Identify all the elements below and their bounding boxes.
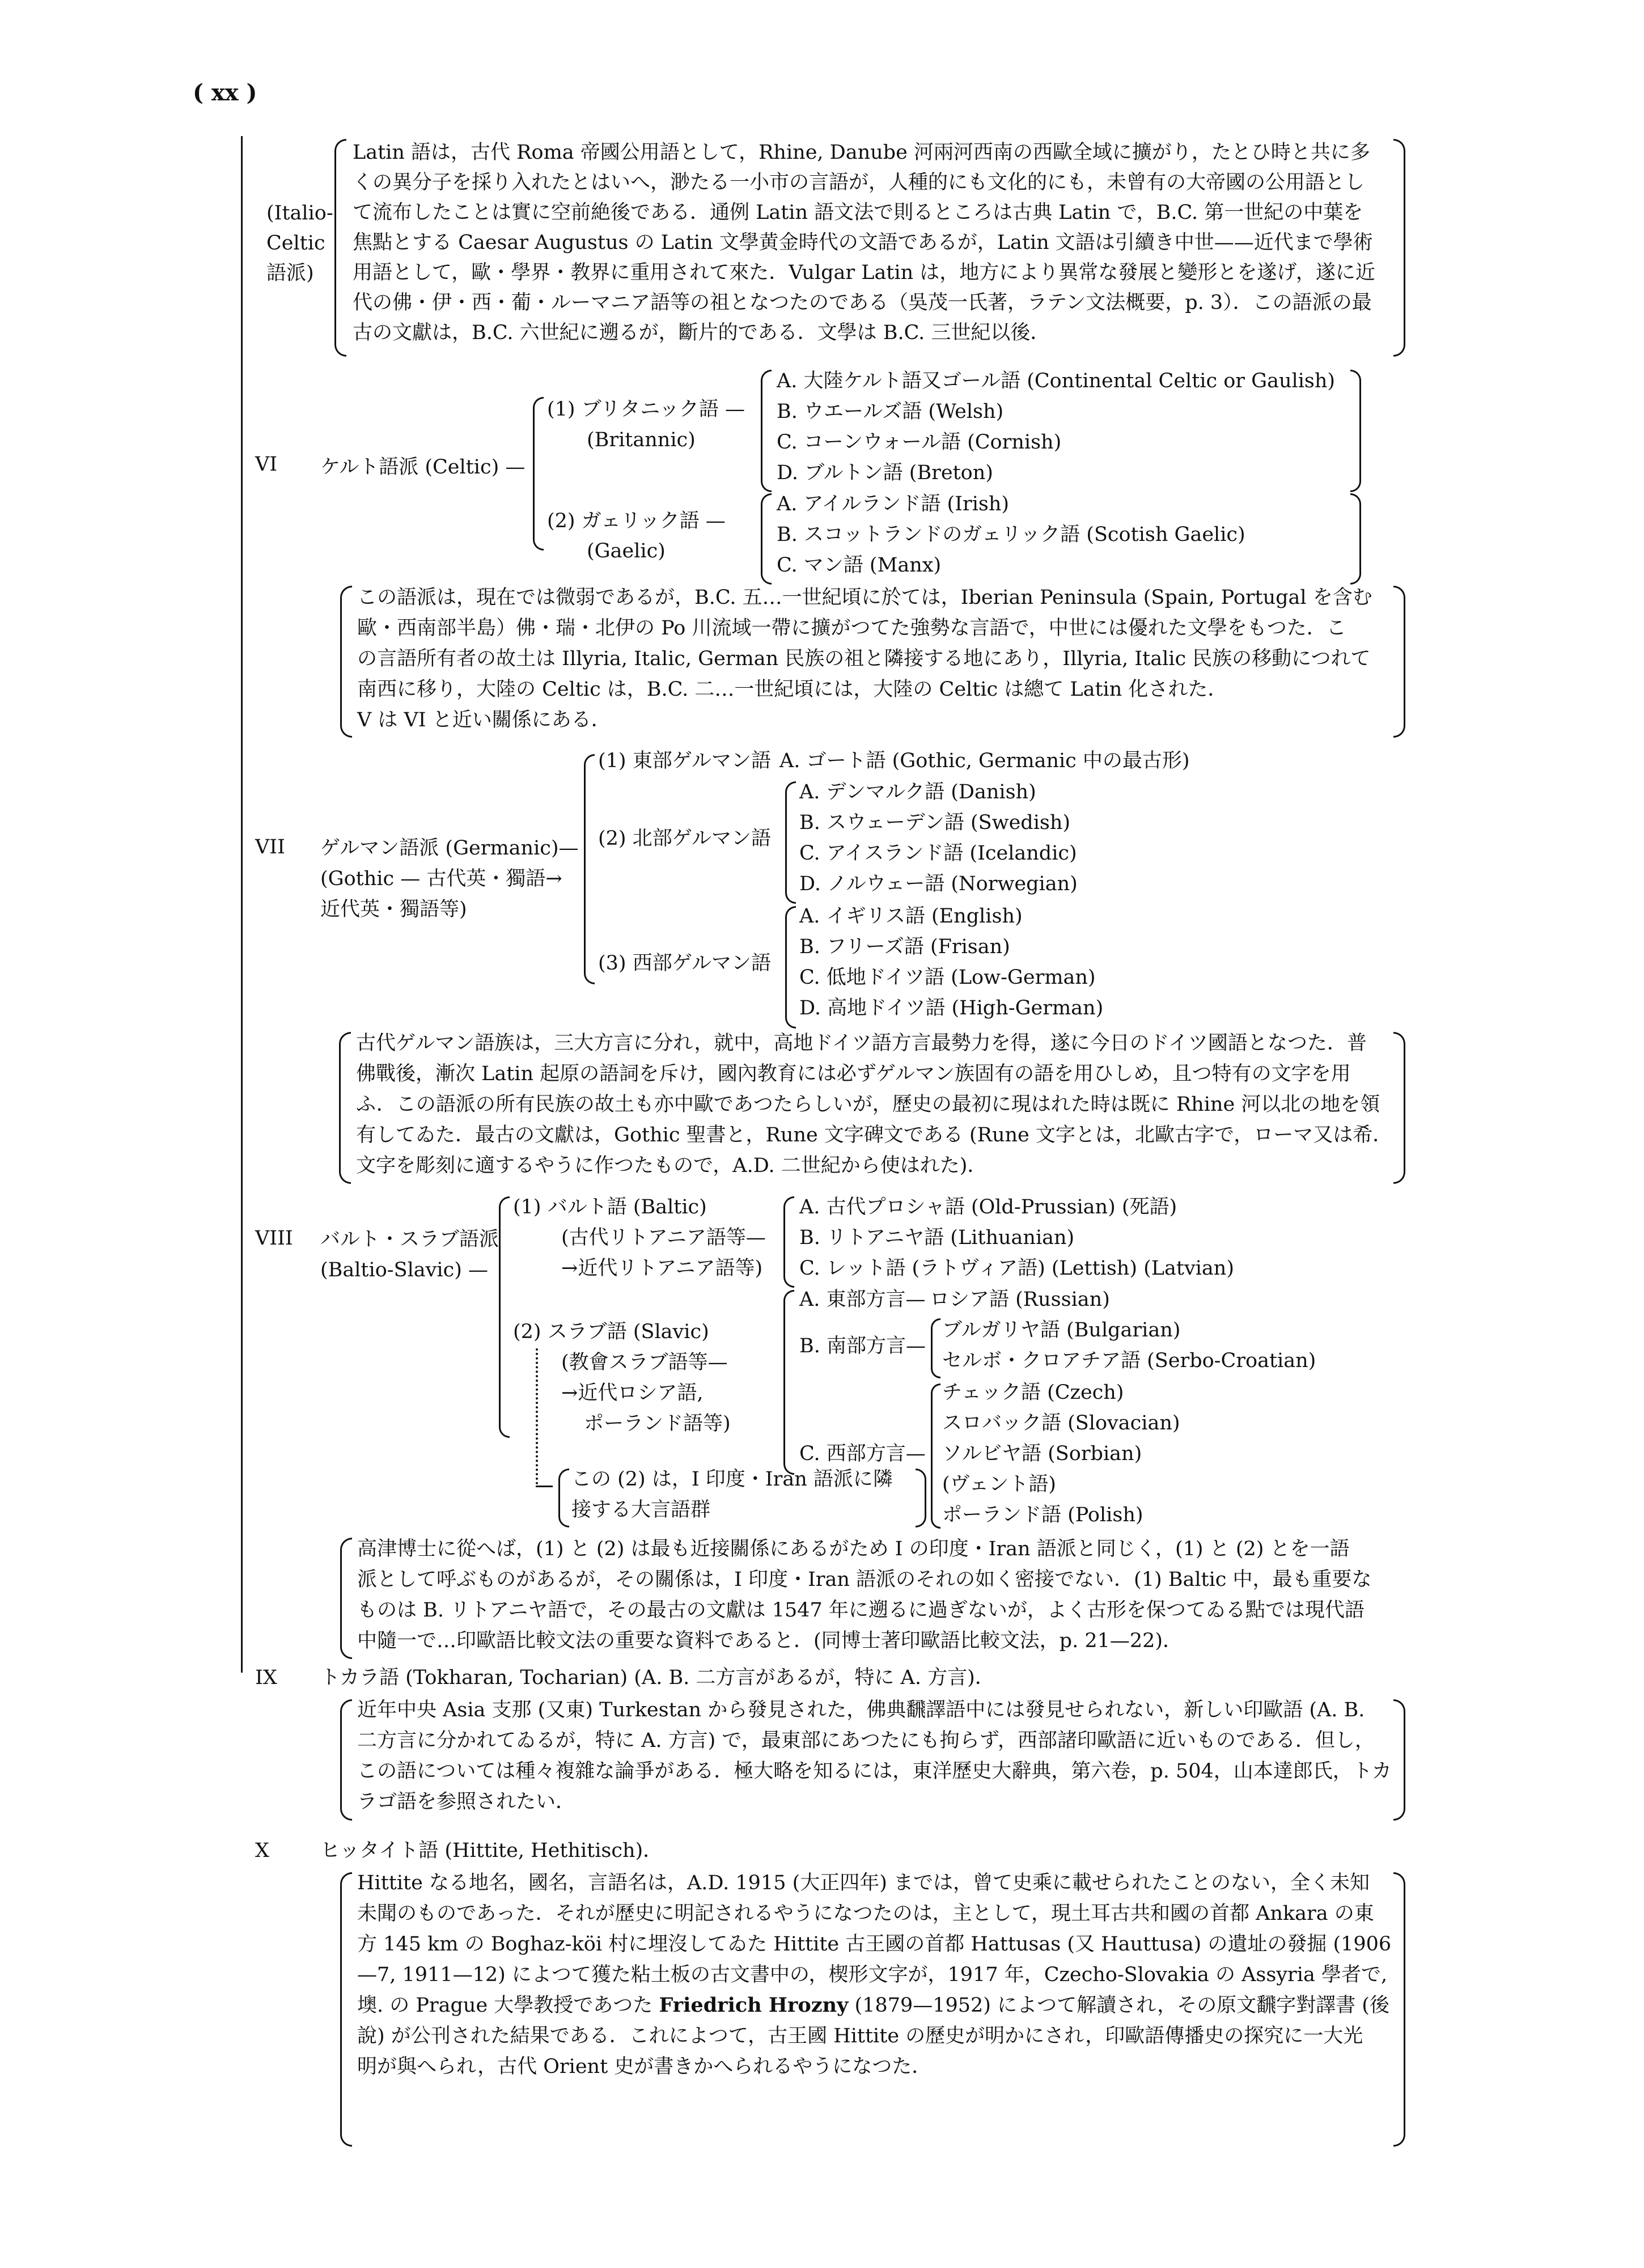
- germanic-g2-item-a: A. デンマルク語 (Danish): [799, 781, 1036, 803]
- italic-label-line2: Celtic: [266, 232, 325, 255]
- slavic-name-line4: ポーランド語等): [584, 1412, 731, 1435]
- slavic-east-item: ロシア語 (Russian): [930, 1288, 1110, 1311]
- hittite-note-line1: Hittite なる地名，國名，言語名は，A.D. 1915 (大正四年) までは，曾て史乘に載せられたことのない，全く未知: [357, 1872, 1370, 1894]
- hittite-note-line7: 明が與へられ，古代 Orient 史が書きかへられるやうになつた．: [357, 2055, 932, 2078]
- slavic-aside-connector: [536, 1486, 553, 1487]
- italic-text-line3: て流布したことは實に空前絶後である．通例 Latin 語文法で則るところは古典 Latin で，B.C. 第一世紀の中葉を: [353, 201, 1363, 224]
- slavic-aside-line2: 接する大言語群: [571, 1499, 711, 1521]
- tocharian-note-brace-right: [1393, 1699, 1405, 1821]
- celtic-g1-name: (1) ブリタニック語 —: [547, 398, 745, 421]
- tocharian-note-line2: 二方言に分かれてゐるが，特に A. 方言) で，最東部にあつたにも拘らず，西部諸印歐語に近いものである．但し，: [357, 1729, 1375, 1752]
- celtic-g2-brace: [761, 493, 772, 585]
- baltic-item-b: B. リトアニヤ語 (Lithuanian): [799, 1226, 1075, 1249]
- celtic-g2-name: (2) ガェリック語 —: [547, 510, 726, 532]
- slavic-aside-line1: この (2) は，I 印度・Iran 語派に隣: [571, 1468, 893, 1491]
- germanic-note-line3: ふ．この語派の所有民族の故土も亦中歐であつたらしいが，歷史の最初に現はれた時は既に Rhine 河以北の地を領: [356, 1093, 1380, 1116]
- germanic-g2-item-b: B. スウェーデン語 (Swedish): [799, 811, 1071, 834]
- celtic-main-brace: [533, 397, 544, 551]
- celtic-note-brace: [340, 586, 352, 738]
- balto-note-line1: 高津博士に從へば，(1) と (2) は最も近接關係にあるがため I の印度・Iran 語派と同じく，(1) と (2) とを一語: [357, 1538, 1350, 1560]
- italic-text-line2: くの異分子を採り入れたとはいへ，渺たる一小市の言語が，人種的にも文化的にも，未曾有の大帝國の公用語とし: [353, 171, 1365, 194]
- celtic-g2-item-b: B. スコットランドのガェリック語 (Scotish Gaelic): [777, 523, 1245, 546]
- hittite-note-line6: 說) が公刊された結果である．これによつて，古王國 Hittite の歷史が明かにされ，印歐語傳播史の探究に一大光: [357, 2025, 1363, 2047]
- germanic-g3-item-a: A. イギリス語 (English): [799, 905, 1023, 928]
- balto-note-line4: 中隨一で…印歐語比較文法の重要な資料であると．(同博士著印歐語比較文法，p. 21—22)．: [357, 1630, 1183, 1652]
- balto-name-line2: (Baltio-Slavic) —: [320, 1259, 488, 1281]
- germanic-note-line4: 有してゐた．最古の文獻は，Gothic 聖書と，Rune 文字碑文である (Rune 文字とは，北歐古字で，ローマ又は希．: [356, 1124, 1393, 1146]
- italic-brace-left: [334, 139, 346, 357]
- slavic-south-brace: [931, 1318, 940, 1378]
- germanic-note-line1: 古代ゲルマン語族は，三大方言に分れ，就中，高地ドイツ語方言最勢力を得，遂に今日のドイツ國語となつた．普: [356, 1032, 1367, 1055]
- germanic-name-line2: (Gothic — 古代英・獨語→: [320, 868, 562, 890]
- hittite-note-hrozny: Friedrich Hrozny: [659, 1994, 849, 2017]
- hittite-numeral: X: [255, 1839, 269, 1862]
- germanic-g3-item-c: C. 低地ドイツ語 (Low-German): [799, 966, 1096, 989]
- celtic-note-line1: この語派は，現在では微弱であるが，B.C. 五…一世紀頃に於ては，Iberian Peninsula (Spain, Portugal を含む: [357, 586, 1372, 609]
- balto-main-brace: [499, 1196, 510, 1438]
- baltic-brace: [783, 1196, 794, 1288]
- celtic-note-line3: の言語所有者の故土は Illyria, Italic, German 民族の祖と隣接する地にあり，Illyria, Italic 民族の移動につれて: [357, 648, 1371, 670]
- slavic-west-item-4: (ヴェント語): [942, 1473, 1056, 1496]
- celtic-numeral: VI: [255, 453, 278, 476]
- balto-name-line1: バルト・スラブ語派: [320, 1228, 499, 1251]
- germanic-g3-name: (3) 西部ゲルマン語: [598, 952, 772, 975]
- tocharian-title: トカラ語 (Tokharan, Tocharian) (A. B. 二方言があるが，特に A. 方言)．: [320, 1666, 995, 1689]
- balto-note-line3: ものは B. リトアニヤ語で，その最古の文獻は 1547 年に遡るに過ぎないが，よく古形を保つてゐる點では現代語: [357, 1599, 1365, 1622]
- slavic-south-label: B. 南部方言—: [799, 1335, 926, 1357]
- italic-text-line6: 代の佛・伊・西・葡・ルーマニア語等の祖となつたのである（吳茂一氏著，ラテン文法概要，p. 3）．この語派の最: [353, 291, 1372, 314]
- germanic-g2-brace: [785, 781, 796, 904]
- slavic-west-item-3: ソルビヤ語 (Sorbian): [942, 1442, 1142, 1465]
- germanic-note-line2: 佛戰後，漸次 Latin 起原の語詞を斥け，國內教育には必ずゲルマン族固有の語を用ひしめ，且つ特有の文字を用: [356, 1063, 1351, 1085]
- page-number: ( xx ): [193, 79, 257, 106]
- germanic-note-brace: [339, 1032, 351, 1184]
- celtic-g1-item-a: A. 大陸ケルト語又ゴール語 (Continental Celtic or Gaulish): [777, 370, 1336, 392]
- balto-note-brace: [340, 1538, 352, 1659]
- germanic-g2-item-d: D. ノルウェー語 (Norwegian): [799, 873, 1078, 895]
- hittite-note-line5: [357, 1992, 1389, 2019]
- germanic-g3-item-b: B. フリーズ語 (Frisan): [799, 936, 1010, 958]
- slavic-west-item-1: チェック語 (Czech): [942, 1381, 1124, 1404]
- celtic-g1-item-c: C. コーンウォール語 (Cornish): [777, 431, 1062, 454]
- celtic-g1-item-d: D. ブルトン語 (Breton): [777, 462, 993, 484]
- hittite-note-brace-right: [1393, 1872, 1405, 2147]
- hittite-note-brace: [340, 1872, 352, 2147]
- celtic-note-line4: 南西に移り，大陸の Celtic は，B.C. 二…一世紀頃には，大陸の Celtic は總て Latin 化された．: [357, 678, 1228, 701]
- hittite-note-line3: 方 145 km の Boghaz-köi 村に埋沒してゐた Hittite 古王國の首都 Hattusas (又 Hauttusa) の遺址の發掘 (1906: [357, 1933, 1392, 1956]
- hittite-note-line4: —7, 1911—12) によつて獲た粘土板の古文書中の，楔形文字が，1917 年，Czecho-Slovakia の Assyria 學者で,: [357, 1964, 1388, 1986]
- hittite-note-line5-end: (1879—1952) によつて解讀され，その原文飜字對譯書 (後: [854, 1994, 1389, 2017]
- slavic-aside-brace-right: [916, 1469, 926, 1527]
- tocharian-note-line3: この語については種々複雜な論爭がある．極大略を知るには，東洋歷史大辭典，第六卷，p. 504，山本達郎氏，トカ: [357, 1760, 1392, 1783]
- slavic-west-item-2: スロバック語 (Slovacian): [942, 1412, 1180, 1435]
- celtic-note-line5: V は VI と近い關係にある．: [357, 709, 611, 731]
- celtic-name: ケルト語派 (Celtic) —: [320, 456, 526, 479]
- italic-text-line5: 用語として，歐・學界・教界に重用されて來た．Vulgar Latin は，地方により異常な發展と變形とを遂げ，遂に近: [353, 261, 1375, 284]
- germanic-g3-item-d: D. 高地ドイツ語 (High-German): [799, 997, 1104, 1019]
- celtic-note-line2: 歐・西南部半島）佛・瑞・北伊の Po 川流域一帶に擴がつてた強勢な言語で，中世には優れた文學をもつた．こ: [357, 617, 1346, 640]
- celtic-g2-item-c: C. マン語 (Manx): [777, 554, 942, 577]
- celtic-g1-brace-right: [1350, 370, 1361, 492]
- slavic-aside-brace: [558, 1469, 569, 1527]
- slavic-west-brace: [931, 1383, 940, 1529]
- germanic-numeral: VII: [255, 836, 285, 858]
- slavic-brace: [783, 1290, 794, 1475]
- baltic-item-c: C. レット語 (ラトヴィア語) (Lettish) (Latvian): [799, 1257, 1234, 1280]
- balto-numeral: VIII: [255, 1227, 293, 1250]
- celtic-g2-brace-right: [1350, 493, 1361, 585]
- celtic-g1-sub: (Britannic): [587, 429, 696, 451]
- celtic-g2-item-a: A. アイルランド語 (Irish): [777, 493, 1010, 515]
- slavic-south-item-1: ブルガリヤ語 (Bulgarian): [942, 1319, 1181, 1342]
- tocharian-numeral: IX: [255, 1666, 277, 1689]
- germanic-g3-brace: [785, 906, 796, 1029]
- italic-text-line4: 焦點とする Caesar Augustus の Latin 文學黄金時代の文語であるが，Latin 文語は引續き中世——近代まで學術: [353, 231, 1373, 254]
- germanic-g2-item-c: C. アイスランド語 (Icelandic): [799, 842, 1077, 865]
- baltic-name-line2: (古代リトアニア語等—: [561, 1226, 766, 1249]
- baltic-name-line1: (1) バルト語 (Baltic): [513, 1196, 707, 1218]
- italic-label-line1: (Italio-: [266, 202, 333, 225]
- italic-text-line7: 古の文獻は，B.C. 六世紀に遡るが，斷片的である．文學は B.C. 三世紀以後．: [353, 321, 1050, 344]
- italic-brace-right: [1393, 139, 1405, 357]
- slavic-south-item-2: セルボ・クロアチア語 (Serbo-Croatian): [942, 1349, 1316, 1372]
- hittite-title: ヒッタイト語 (Hittite, Hethitisch)．: [320, 1839, 663, 1862]
- tocharian-note-line1: 近年中央 Asia 支那 (又東) Turkestan から發見された，佛典飜譯語中には發見せられない，新しい印歐語 (A. B.: [357, 1699, 1365, 1721]
- baltic-name-line3: →近代リトアニア語等): [561, 1257, 763, 1280]
- germanic-g2-name: (2) 北部ゲルマン語: [598, 827, 772, 850]
- italic-label-line3: 語派): [266, 262, 314, 285]
- germanic-note-brace-right: [1393, 1032, 1405, 1184]
- slavic-name-line2: (教會スラブ語等—: [561, 1351, 728, 1374]
- hittite-note-line5-start: 墺. の Prague 大學教授であつた: [357, 1994, 653, 2017]
- slavic-west-item-5: ポーランド語 (Polish): [942, 1504, 1143, 1526]
- germanic-main-brace: [584, 754, 595, 984]
- germanic-note-line5: 文字を彫刻に適するやうに作つたもので，A.D. 二世紀から使はれた)．: [356, 1154, 988, 1177]
- celtic-g1-item-b: B. ウエールズ語 (Welsh): [777, 400, 1004, 423]
- germanic-g1-name: (1) 東部ゲルマン語: [598, 750, 772, 772]
- celtic-g1-brace: [761, 370, 772, 492]
- slavic-name-line3: →近代ロシア語,: [561, 1382, 704, 1404]
- tocharian-note-line4: ラゴ語を参照されたい．: [357, 1791, 576, 1813]
- baltic-item-a: A. 古代プロシャ語 (Old-Prussian) (死語): [799, 1196, 1177, 1218]
- slavic-name-line1: (2) スラブ語 (Slavic): [513, 1321, 709, 1343]
- italic-text-line1: Latin 語は，古代 Roma 帝國公用語として，Rhine, Danube 河兩河西南の西歐全域に擴がり，たとひ時と共に多: [353, 141, 1370, 164]
- celtic-note-brace-right: [1393, 586, 1405, 738]
- hittite-note-line2: 未聞のものであった．それが歷史に明記されるやうになつたのは，主として，現土耳古共和國の首都 Ankara の東: [357, 1902, 1374, 1925]
- balto-note-line2: 派として呼ぶものがあるが，その關係は，I 印度・Iran 語派のそれの如く密接でない．(1) Baltic 中，最も重要な: [357, 1568, 1372, 1591]
- germanic-g1-item: A. ゴート語 (Gothic, Germanic 中の最古形): [779, 750, 1190, 772]
- slavic-east-label: A. 東部方言—: [799, 1288, 926, 1311]
- slavic-dotted-connector: [536, 1348, 538, 1484]
- celtic-g2-sub: (Gaelic): [587, 540, 666, 562]
- tocharian-note-brace: [340, 1699, 352, 1821]
- germanic-name-line1: ゲルマン語派 (Germanic)—: [320, 837, 579, 860]
- slavic-west-label: C. 西部方言—: [799, 1442, 926, 1465]
- left-rule: [241, 136, 243, 1673]
- germanic-name-line3: 近代英・獨語等): [320, 898, 467, 921]
